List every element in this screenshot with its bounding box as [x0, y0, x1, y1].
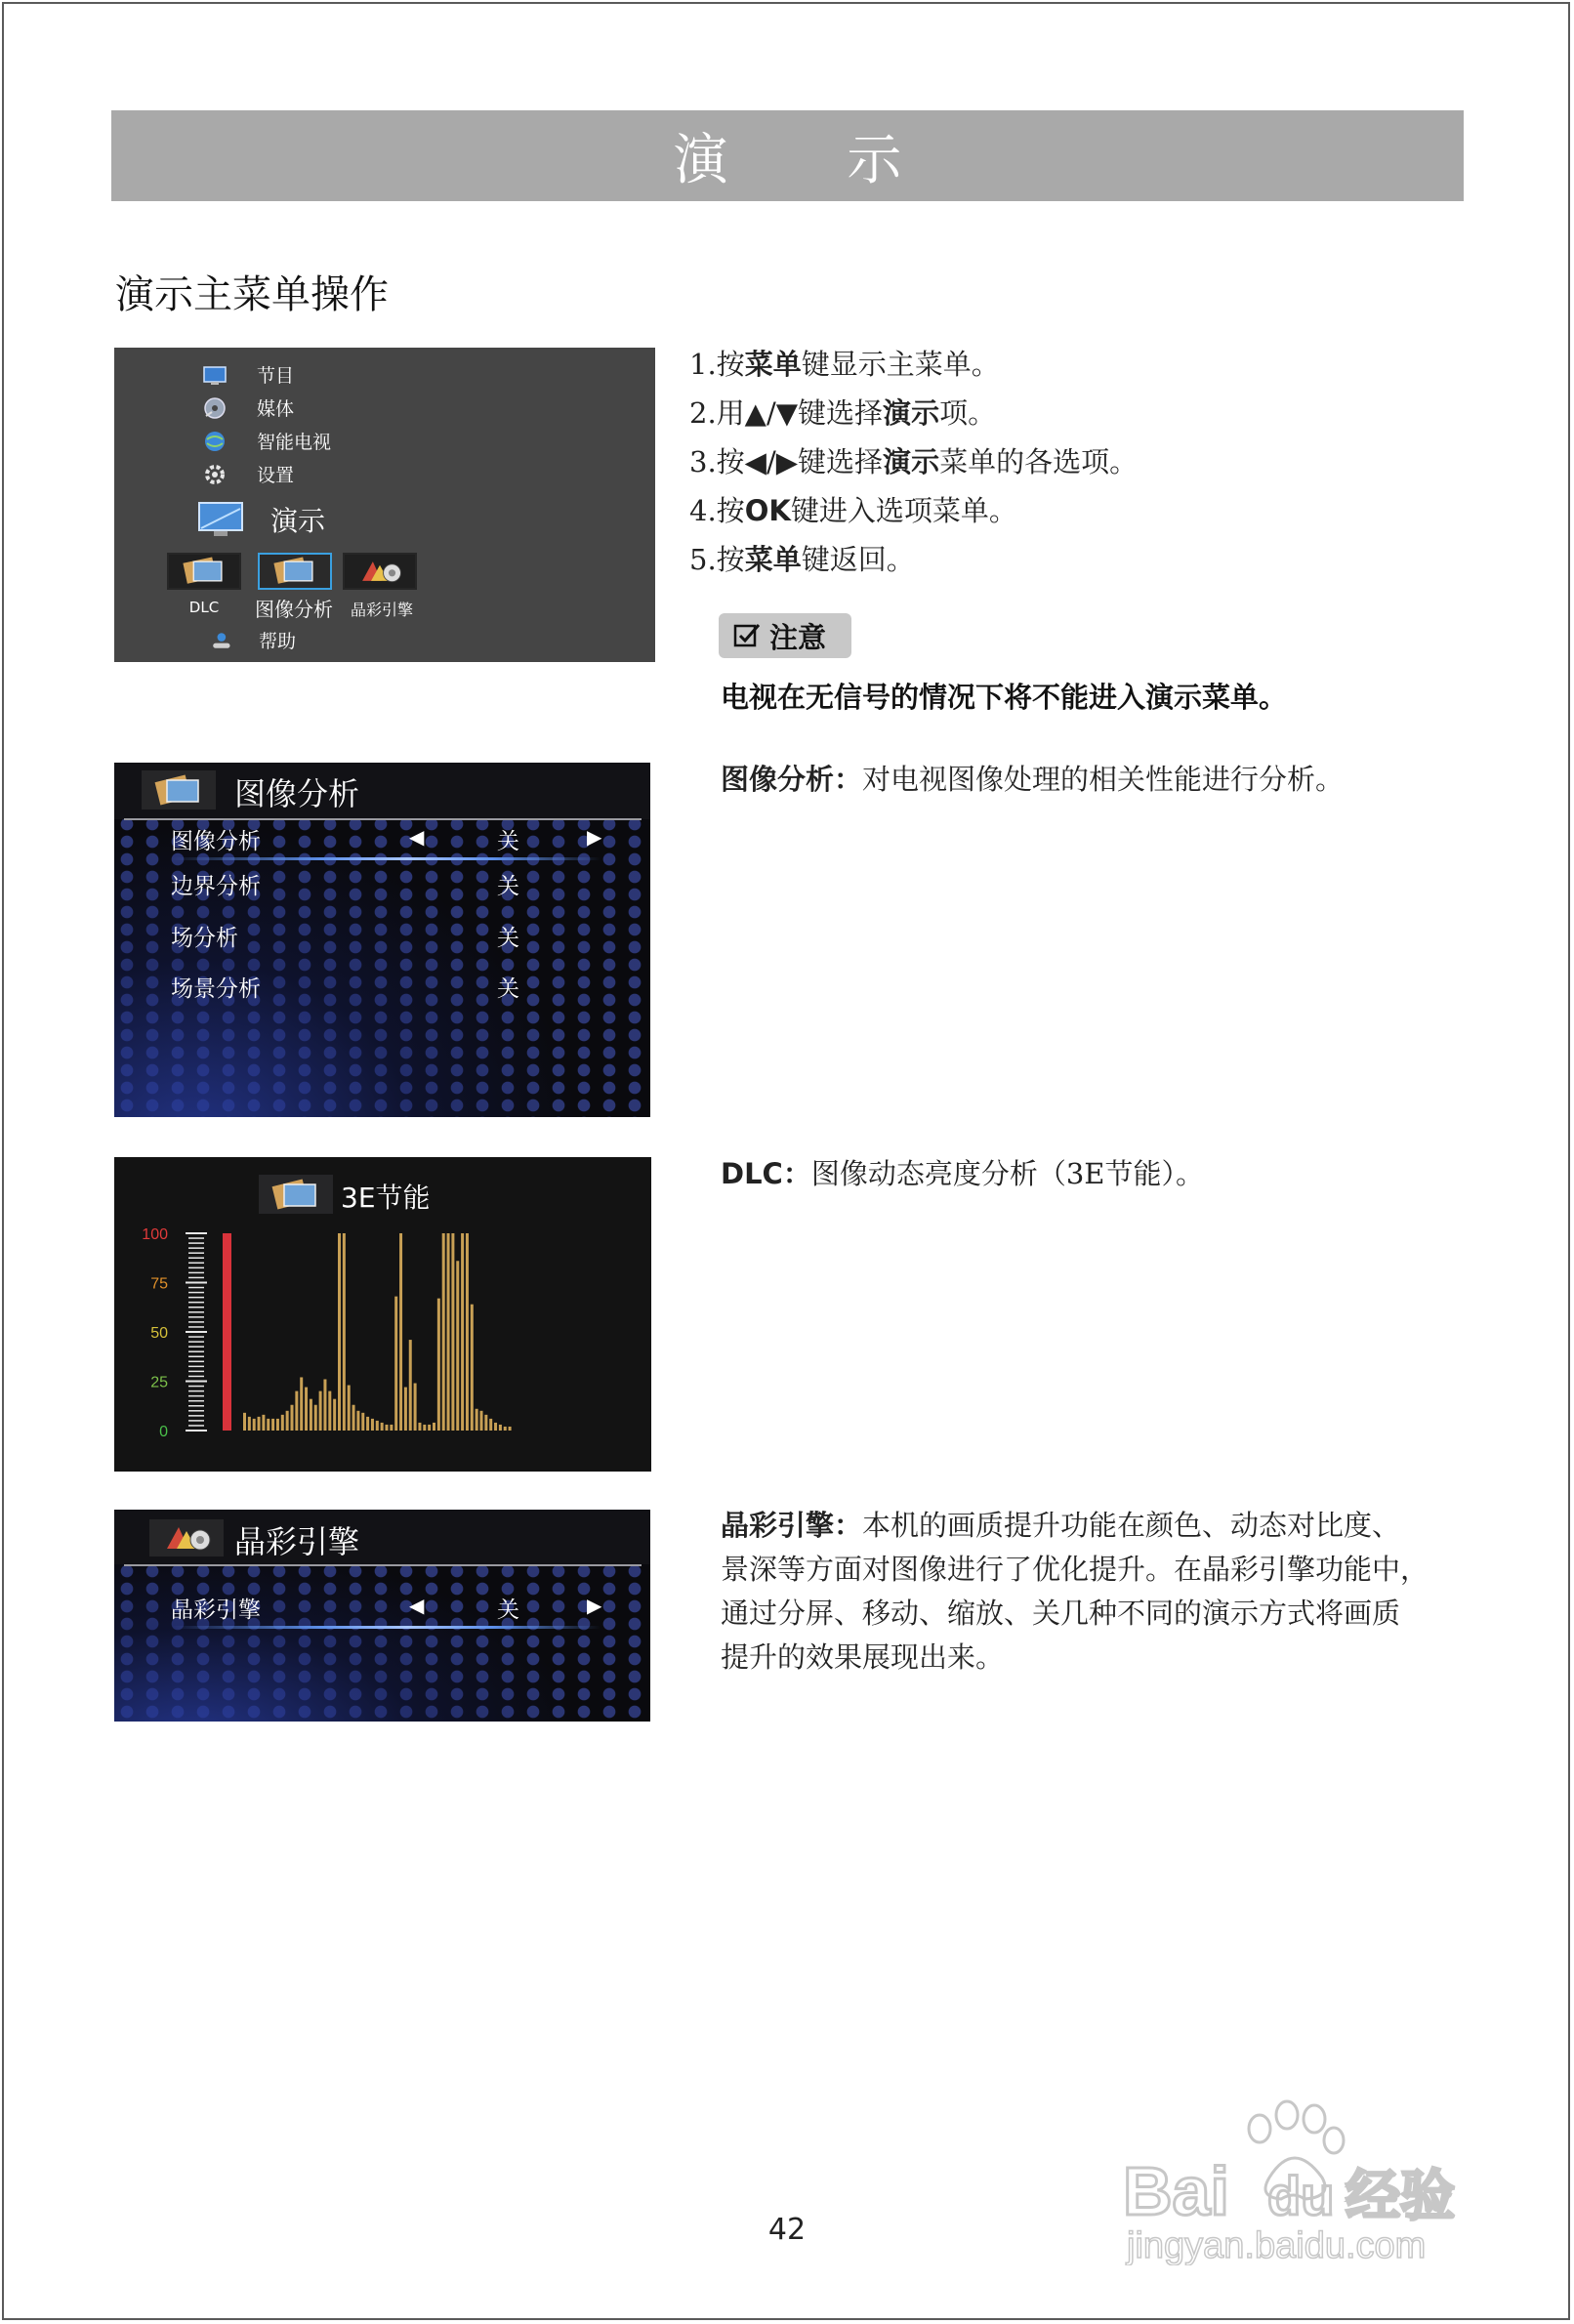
histogram-bar — [386, 1425, 389, 1431]
histogram-bar — [428, 1425, 431, 1431]
y-tick-label: 0 — [159, 1424, 168, 1440]
histogram-bar — [276, 1419, 279, 1431]
histogram-bar — [338, 1233, 341, 1431]
menu-item-media[interactable] — [200, 394, 294, 421]
tile-label-dlc: DLC — [188, 599, 220, 616]
histogram-bar — [295, 1391, 298, 1431]
color-engine-menu-screenshot — [114, 1510, 650, 1722]
histogram-bar — [300, 1377, 303, 1431]
panel-title: 图像分析 — [234, 775, 360, 812]
tile-image-analysis[interactable] — [258, 553, 332, 590]
panel-header-icon-box — [149, 1519, 224, 1556]
step-2: 2.用▲/▼键选择演示项。 — [689, 396, 997, 430]
panel-divider — [124, 818, 642, 820]
media-icon — [200, 396, 229, 420]
histogram-bar — [390, 1425, 393, 1431]
image-analysis-menu-screenshot — [114, 763, 650, 1117]
level-bar — [223, 1233, 231, 1431]
menu-item-label: 媒体 — [257, 398, 295, 420]
step-4: 4.按OK键进入选项菜单。 — [689, 494, 1017, 527]
menu-item-label: 智能电视 — [257, 432, 332, 453]
menu-item-settings[interactable] — [200, 461, 294, 487]
histogram-bar — [456, 1261, 459, 1431]
histogram-bar — [243, 1413, 246, 1431]
baidu-jingyan-watermark — [1113, 2090, 1484, 2265]
histogram-bar — [253, 1419, 256, 1431]
panel-divider — [124, 1564, 642, 1566]
histogram-bar — [433, 1423, 435, 1431]
note-badge — [719, 613, 851, 658]
row-label-scene-analysis[interactable]: 场景分析 — [171, 976, 261, 1002]
left-arrow-icon[interactable]: ◀ — [409, 1594, 425, 1617]
y-tick-label: 50 — [150, 1325, 168, 1342]
histogram-bar — [376, 1421, 379, 1431]
histogram-bar — [442, 1233, 445, 1431]
histogram-bar — [286, 1411, 289, 1431]
y-tick-label: 75 — [150, 1275, 168, 1293]
histogram-bar — [366, 1417, 369, 1431]
watermark-brand2: du — [1267, 2165, 1335, 2226]
tile-label-image-analysis: 图像分析 — [255, 598, 333, 621]
row-label-edge-analysis[interactable]: 边界分析 — [171, 874, 261, 899]
row-value: 关 — [497, 976, 519, 1002]
menu-item-help[interactable] — [208, 627, 296, 653]
histogram-bar — [423, 1425, 426, 1431]
image-analysis-icon — [260, 555, 330, 588]
page-number: 42 — [767, 2213, 807, 2247]
step-1: 1.按菜单键显示主菜单。 — [689, 348, 1000, 381]
histogram-bar — [499, 1425, 502, 1431]
histogram-bar — [489, 1419, 492, 1431]
menu-current-label: 演示 — [270, 505, 326, 537]
histogram-bar — [310, 1399, 312, 1431]
page-title-bar — [111, 110, 1464, 201]
image-analysis-description: 图像分析：对电视图像处理的相关性能进行分析。 — [721, 763, 1345, 796]
histogram-bar — [451, 1233, 454, 1431]
histogram-bar — [484, 1415, 487, 1431]
histogram-bar — [323, 1379, 326, 1431]
histogram-bar — [258, 1417, 261, 1431]
histogram-bar — [437, 1299, 440, 1431]
note-label: 注意 — [769, 620, 827, 654]
menu-item-label: 设置 — [257, 465, 295, 486]
menu-item-program[interactable] — [200, 361, 294, 388]
note-text: 电视在无信号的情况下将不能进入演示菜单。 — [721, 681, 1288, 714]
settings-icon — [200, 463, 229, 486]
histogram-bar — [466, 1233, 469, 1431]
histogram-bar — [404, 1388, 407, 1431]
histogram-bar — [371, 1419, 374, 1431]
histogram-bar — [399, 1233, 402, 1431]
left-arrow-icon[interactable]: ◀ — [409, 825, 425, 849]
histogram-bar — [291, 1405, 294, 1431]
step-3: 3.按◀/▶键选择演示菜单的各选项。 — [689, 445, 1139, 478]
histogram-bar — [348, 1386, 351, 1431]
histogram-bar — [271, 1419, 274, 1431]
dlc-description: DLC：图像动态亮度分析（3E节能）。 — [721, 1157, 1204, 1190]
main-menu-screenshot — [114, 348, 655, 662]
panel-header-icon-box — [142, 770, 216, 809]
tile-dlc[interactable] — [167, 553, 241, 590]
image-analysis-icon — [142, 770, 216, 809]
right-arrow-icon[interactable]: ▶ — [587, 825, 602, 849]
step-5: 5.按菜单键返回。 — [689, 543, 915, 576]
histogram-bar — [418, 1423, 421, 1431]
section-title: 演示主菜单操作 — [115, 272, 389, 317]
dlc-chart-screenshot — [114, 1157, 651, 1472]
histogram-bar — [414, 1384, 417, 1431]
histogram-bar — [471, 1305, 474, 1431]
row-value: 关 — [497, 874, 519, 899]
selection-highlight — [171, 857, 601, 860]
y-tick-label: 25 — [150, 1374, 168, 1391]
watermark-cn: 经验 — [1346, 2165, 1455, 2228]
dlc-icon — [169, 555, 239, 588]
help-icon — [208, 630, 233, 651]
histogram-bar — [480, 1411, 483, 1431]
row-value: 关 — [497, 926, 519, 951]
brightness-histogram — [114, 1157, 651, 1472]
smart-tv-icon — [200, 430, 229, 453]
color-engine-icon — [149, 1519, 224, 1556]
tile-label-color-engine: 晶彩引擎 — [350, 601, 413, 619]
instruction-steps — [689, 340, 1138, 584]
histogram-bar — [509, 1427, 512, 1431]
checkbox-note-icon — [732, 621, 762, 650]
chart-title: 3E节能 — [341, 1182, 431, 1214]
histogram-bar — [267, 1419, 269, 1431]
histogram-bar — [319, 1391, 322, 1431]
histogram-bar — [504, 1427, 507, 1431]
panel-title: 晶彩引擎 — [234, 1523, 360, 1560]
histogram-bar — [447, 1233, 450, 1431]
row-label-color-engine[interactable]: 晶彩引擎 — [171, 1598, 261, 1623]
row-label-image-analysis[interactable]: 图像分析 — [171, 829, 261, 854]
y-tick-label: 100 — [142, 1226, 168, 1243]
histogram-bar — [314, 1405, 317, 1431]
histogram-bar — [343, 1233, 346, 1431]
histogram-bar — [305, 1388, 308, 1431]
histogram-bar — [361, 1413, 364, 1431]
demo-monitor-icon — [196, 500, 245, 539]
histogram-bar — [394, 1297, 397, 1431]
histogram-bar — [262, 1415, 265, 1431]
page-title: 演 示 — [673, 128, 953, 192]
histogram-bar — [381, 1423, 384, 1431]
tile-color-engine[interactable] — [343, 553, 417, 590]
color-engine-icon — [345, 555, 415, 588]
histogram-bar — [494, 1423, 497, 1431]
watermark-url: jingyan.baidu.com — [1127, 2225, 1427, 2265]
row-label-field-analysis[interactable]: 场分析 — [171, 926, 238, 951]
row-value: 关 — [497, 1598, 519, 1623]
histogram-bar — [328, 1391, 331, 1431]
histogram-bar — [476, 1409, 478, 1431]
row-value: 关 — [497, 829, 519, 854]
histogram-bar — [409, 1340, 412, 1431]
menu-item-smart-tv[interactable] — [200, 428, 331, 454]
histogram-bar — [461, 1233, 464, 1431]
color-engine-description: 晶彩引擎：本机的画质提升功能在颜色、动态对比度、 景深等方面对图像进行了优化提升。在晶彩引擎功能中， 通过分屏、移动、缩放、关几种不同的演示方式将画质 提升的效果展现出来。 — [721, 1509, 1429, 1674]
selection-highlight — [171, 1626, 601, 1629]
histogram-bar — [281, 1415, 284, 1431]
program-icon — [200, 363, 229, 387]
histogram-bar — [356, 1411, 359, 1431]
histogram-bar — [333, 1399, 336, 1431]
menu-item-demo[interactable] — [196, 500, 325, 539]
histogram-bar — [248, 1417, 251, 1431]
watermark-brand: Bai — [1123, 2153, 1229, 2229]
menu-item-label: 节目 — [257, 365, 295, 387]
right-arrow-icon[interactable]: ▶ — [587, 1594, 602, 1617]
histogram-bar — [352, 1405, 355, 1431]
help-label: 帮助 — [259, 631, 297, 652]
